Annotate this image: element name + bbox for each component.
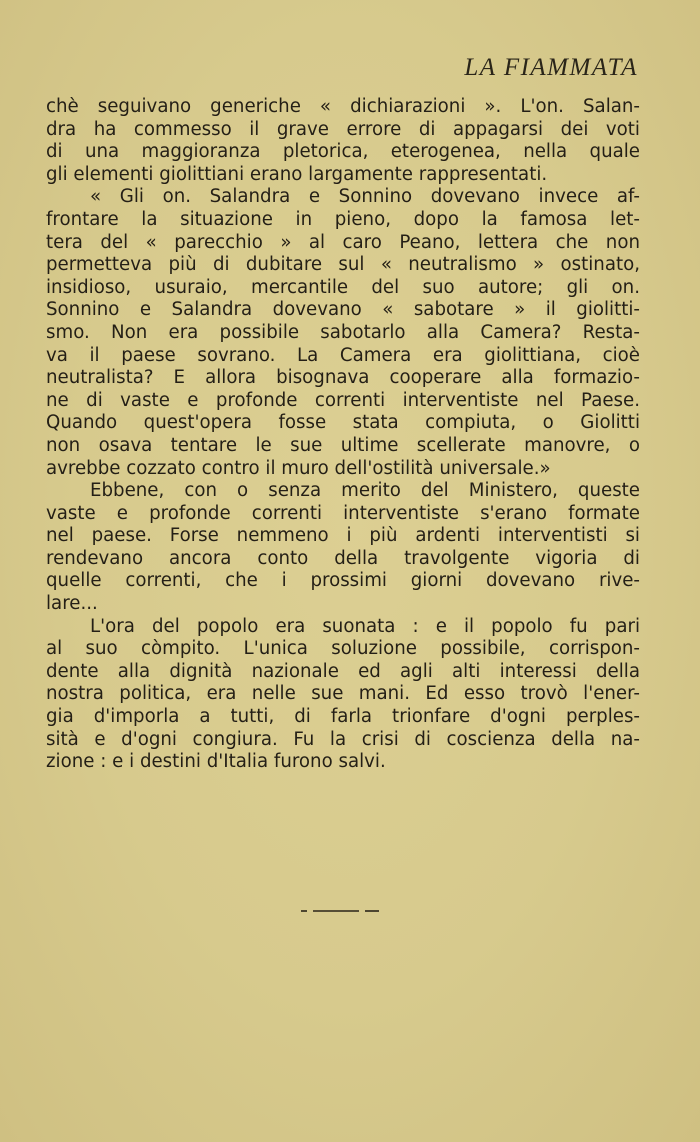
text-line: tera del « parecchio » al caro Peano, lettera che non [46,231,640,253]
text-line: vaste e profonde correnti interventiste s'erano formate [46,502,640,524]
text-line: L'ora del popolo era suonata : e il popolo fu pari [90,615,640,637]
text-line: permetteva più di dubitare sul « neutralismo » ostinato, [46,254,640,276]
text-line: nel paese. Forse nemmeno i più ardenti interventisti si [46,525,640,547]
text-line: Quando quest'opera fosse stata compiuta, o Giolitti [46,412,640,434]
text-line: insidioso, usuraio, mercantile del suo autore; gli on. [46,276,640,298]
text-line: rendevano ancora conto della travolgente vigoria di [46,547,640,569]
section-separator [299,905,381,917]
text-line: neutralista? E allora bisognava cooperare alla formazio- [46,367,640,389]
body-text [46,96,640,774]
text-line: nostra politica, era nelle sue mani. Ed esso trovò l'ener- [46,683,640,705]
text-line: non osava tentare le sue ultime scellerate manovre, o [46,434,640,456]
text-line: va il paese sovrano. La Camera era giolittiana, cioè [46,344,640,366]
running-title: LA FIAMMATA [464,54,638,81]
text-line: smo. Non era possibile sabotarlo alla Camera? Resta- [46,321,640,343]
text-line: gli elementi giolittiani erano largamente rappresentati. [46,163,548,185]
text-line: al suo còmpito. L'unica soluzione possibile, corrispon- [46,638,640,660]
text-line: avrebbe cozzato contro il muro dell'ostilità universale.» [46,457,551,479]
text-line: frontare la situazione in pieno, dopo la famosa let- [46,208,640,230]
text-line: chè seguivano generiche « dichiarazioni ». L'on. Salan- [46,96,640,117]
text-line: quelle correnti, che i prossimi giorni dovevano rive- [46,570,640,592]
text-line: Ebbene, con o senza merito del Ministero, queste [90,480,640,502]
text-line: di una maggioranza pletorica, eterogenea, nella quale [46,141,640,163]
text-line: « Gli on. Salandra e Sonnino dovevano invece af- [90,186,640,208]
text-line: sità e d'ogni congiura. Fu la crisi di coscienza della na- [46,728,640,750]
text-line: lare... [46,593,98,615]
text-line: Sonnino e Salandra dovevano « sabotare » il giolitti- [46,299,640,321]
text-line: dente alla dignità nazionale ed agli alti interessi della [46,660,640,682]
text-line: zione : e i destini d'Italia furono salvi. [46,751,386,773]
text-line: ne di vaste e profonde correnti interventiste nel Paese. [46,389,640,411]
text-line: dra ha commesso il grave errore di appagarsi dei voti [46,118,640,140]
text-line: gia d'imporla a tutti, di farla trionfare d'ogni perples- [46,706,640,728]
